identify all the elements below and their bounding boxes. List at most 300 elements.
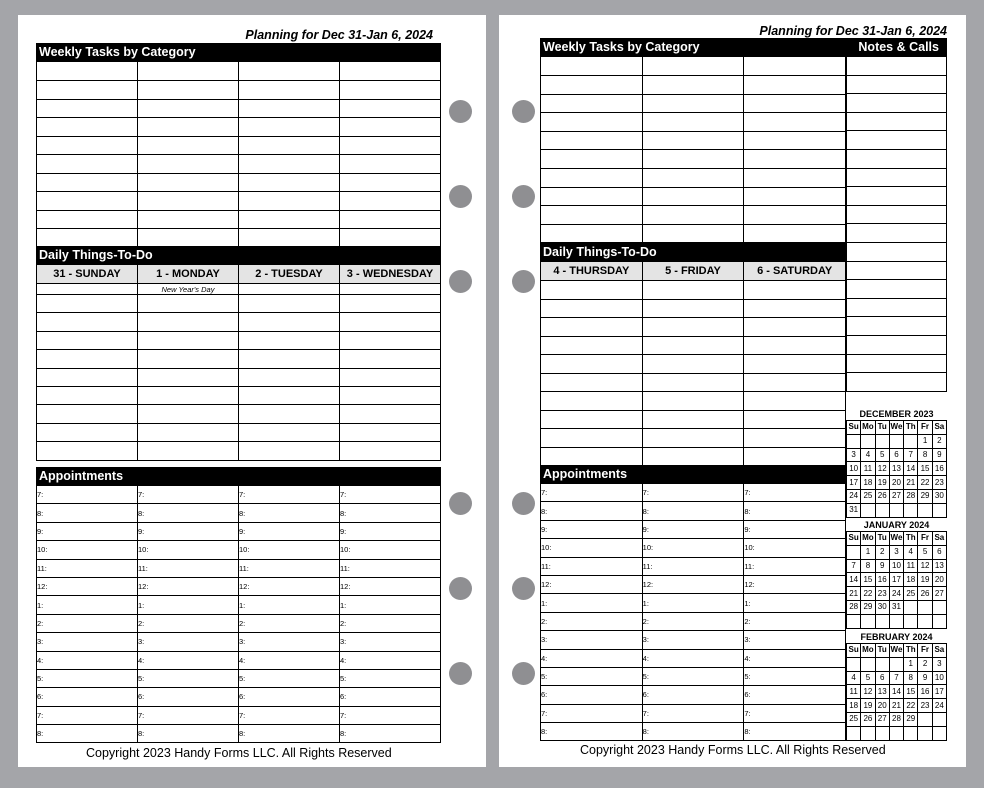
writing-cell[interactable] bbox=[37, 118, 138, 137]
writing-cell[interactable] bbox=[340, 350, 441, 368]
appointment-slot[interactable]: 6: bbox=[340, 688, 441, 706]
appointment-slot[interactable]: 10: bbox=[744, 539, 846, 557]
calendar-week-row bbox=[847, 503, 947, 517]
writing-cell[interactable] bbox=[138, 173, 239, 192]
writing-cell[interactable] bbox=[37, 81, 138, 100]
appointment-slot[interactable]: 1: bbox=[541, 594, 643, 612]
writing-cell[interactable] bbox=[138, 386, 239, 404]
writing-cell[interactable] bbox=[744, 150, 846, 169]
punch-hole-icon bbox=[512, 577, 535, 600]
appointment-slot[interactable]: 8: bbox=[642, 723, 744, 741]
writing-cell[interactable] bbox=[642, 131, 744, 150]
appointment-slot[interactable]: 7: bbox=[340, 706, 441, 724]
calendar-week-row bbox=[847, 671, 947, 685]
writing-cell[interactable] bbox=[37, 405, 138, 423]
writing-cell[interactable] bbox=[37, 155, 138, 174]
writing-cell[interactable] bbox=[744, 131, 846, 150]
writing-cell[interactable] bbox=[239, 173, 340, 192]
writing-cell[interactable] bbox=[138, 368, 239, 386]
appointment-slot[interactable]: 11: bbox=[744, 557, 846, 575]
appointment-slot[interactable]: 9: bbox=[642, 520, 744, 538]
notes-line[interactable] bbox=[847, 224, 947, 243]
writing-cell[interactable] bbox=[744, 336, 846, 355]
writing-cell[interactable] bbox=[340, 423, 441, 441]
writing-cell[interactable] bbox=[239, 192, 340, 211]
writing-cell bbox=[239, 62, 340, 81]
appointment-slot[interactable]: 7: bbox=[37, 486, 138, 504]
appointment-slot[interactable]: 4: bbox=[37, 651, 138, 669]
writing-cell[interactable] bbox=[642, 392, 744, 411]
notes-line[interactable] bbox=[847, 75, 947, 94]
writing-cell[interactable] bbox=[744, 224, 846, 243]
writing-cell[interactable] bbox=[541, 224, 643, 243]
appointment-slot[interactable]: 5: bbox=[340, 669, 441, 687]
calendar-day: 3 bbox=[932, 657, 946, 671]
writing-cell[interactable] bbox=[239, 368, 340, 386]
appointment-slot[interactable]: 11: bbox=[340, 559, 441, 577]
appointment-slot[interactable]: 9: bbox=[138, 522, 239, 540]
appointment-slot[interactable]: 8: bbox=[340, 725, 441, 743]
right-appointments-grid bbox=[540, 483, 846, 741]
writing-cell[interactable] bbox=[642, 187, 744, 206]
writing-cell[interactable] bbox=[138, 210, 239, 229]
calendar-day: 5 bbox=[861, 671, 875, 685]
appointment-slot[interactable]: 10: bbox=[239, 541, 340, 559]
appointment-slot[interactable]: 2: bbox=[340, 614, 441, 632]
writing-cell[interactable] bbox=[340, 295, 441, 313]
writing-cell[interactable] bbox=[541, 392, 643, 411]
appointment-slot[interactable]: 5: bbox=[239, 669, 340, 687]
writing-cell[interactable] bbox=[744, 281, 846, 300]
appointment-slot[interactable]: 6: bbox=[37, 688, 138, 706]
grid-row bbox=[541, 281, 846, 300]
writing-cell[interactable] bbox=[37, 313, 138, 331]
writing-cell[interactable] bbox=[239, 405, 340, 423]
appointment-slot[interactable]: 3: bbox=[744, 631, 846, 649]
appointment-slot[interactable]: 10: bbox=[642, 539, 744, 557]
appointment-slot[interactable]: 10: bbox=[340, 541, 441, 559]
writing-cell[interactable] bbox=[138, 313, 239, 331]
appointment-slot[interactable]: 1: bbox=[37, 596, 138, 614]
writing-cell[interactable] bbox=[37, 295, 138, 313]
appointment-slot[interactable]: 1: bbox=[138, 596, 239, 614]
writing-cell[interactable] bbox=[541, 373, 643, 392]
appointment-slot[interactable]: 4: bbox=[138, 651, 239, 669]
writing-cell[interactable] bbox=[541, 318, 643, 337]
appointment-slot[interactable]: 2: bbox=[642, 612, 744, 630]
writing-cell[interactable] bbox=[239, 350, 340, 368]
writing-cell bbox=[541, 57, 643, 76]
right-page-title: Planning for Dec 31-Jan 6, 2024 bbox=[759, 24, 947, 38]
writing-cell[interactable] bbox=[37, 442, 138, 460]
writing-cell[interactable] bbox=[642, 336, 744, 355]
writing-cell[interactable] bbox=[642, 94, 744, 113]
writing-cell[interactable] bbox=[642, 281, 744, 300]
right-daily-todo-header bbox=[540, 243, 846, 261]
writing-cell[interactable] bbox=[239, 386, 340, 404]
notes-line[interactable] bbox=[847, 373, 947, 392]
appointment-slot[interactable]: 5: bbox=[138, 669, 239, 687]
writing-cell[interactable] bbox=[744, 113, 846, 132]
grid-row bbox=[541, 318, 846, 337]
appointment-slot[interactable]: 5: bbox=[744, 667, 846, 685]
calendar-day bbox=[918, 726, 932, 740]
writing-cell[interactable] bbox=[744, 392, 846, 411]
writing-cell[interactable] bbox=[744, 206, 846, 225]
writing-cell[interactable] bbox=[541, 76, 643, 95]
calendar-day: 27 bbox=[889, 489, 903, 503]
appointment-slot[interactable]: 12: bbox=[642, 575, 744, 593]
writing-cell[interactable] bbox=[138, 350, 239, 368]
writing-cell[interactable] bbox=[340, 210, 441, 229]
grid-row bbox=[541, 76, 846, 95]
appointment-slot[interactable]: 9: bbox=[340, 522, 441, 540]
appointment-slot[interactable]: 8: bbox=[138, 725, 239, 743]
writing-cell[interactable] bbox=[239, 210, 340, 229]
writing-cell[interactable] bbox=[744, 318, 846, 337]
notes-line[interactable] bbox=[847, 57, 947, 76]
notes-line[interactable] bbox=[847, 280, 947, 299]
day-header-row bbox=[541, 262, 846, 281]
calendar-day: 2 bbox=[918, 657, 932, 671]
writing-cell[interactable] bbox=[138, 99, 239, 118]
appointment-slot[interactable]: 4: bbox=[541, 649, 643, 667]
appointment-slot[interactable]: 3: bbox=[340, 633, 441, 651]
writing-cell bbox=[340, 62, 441, 81]
calendar-day: 3 bbox=[847, 448, 861, 462]
writing-cell[interactable] bbox=[340, 118, 441, 137]
calendar-day: 21 bbox=[847, 587, 861, 601]
appointment-slot[interactable]: 8: bbox=[37, 504, 138, 522]
calendar-day bbox=[847, 545, 861, 559]
grid-row bbox=[37, 423, 441, 441]
appointment-slot[interactable]: 8: bbox=[239, 725, 340, 743]
appointment-slot[interactable]: 1: bbox=[744, 594, 846, 612]
calendar-day: 5 bbox=[875, 448, 889, 462]
appointment-slot[interactable]: 11: bbox=[138, 559, 239, 577]
writing-cell[interactable] bbox=[239, 284, 340, 295]
writing-cell[interactable] bbox=[138, 405, 239, 423]
writing-cell[interactable] bbox=[642, 373, 744, 392]
notes-line[interactable] bbox=[847, 94, 947, 113]
writing-cell[interactable] bbox=[642, 429, 744, 448]
appointment-slot[interactable]: 4: bbox=[642, 649, 744, 667]
appointment-slot[interactable]: 12: bbox=[541, 575, 643, 593]
calendar-day: 26 bbox=[875, 489, 889, 503]
writing-cell[interactable] bbox=[642, 150, 744, 169]
calendar-day bbox=[861, 657, 875, 671]
appointment-slot[interactable]: 5: bbox=[642, 667, 744, 685]
writing-cell[interactable] bbox=[138, 295, 239, 313]
writing-cell[interactable] bbox=[744, 447, 846, 466]
appointment-slot[interactable]: 8: bbox=[37, 725, 138, 743]
writing-cell[interactable] bbox=[239, 136, 340, 155]
writing-cell[interactable] bbox=[642, 410, 744, 429]
calendar-day: 13 bbox=[932, 559, 946, 573]
writing-cell[interactable] bbox=[642, 113, 744, 132]
calendar-day bbox=[875, 614, 889, 628]
writing-cell[interactable] bbox=[340, 136, 441, 155]
writing-cell[interactable] bbox=[37, 368, 138, 386]
notes-line[interactable] bbox=[847, 168, 947, 187]
writing-cell[interactable] bbox=[642, 318, 744, 337]
appointment-slot[interactable]: 7: bbox=[642, 704, 744, 722]
writing-cell[interactable] bbox=[541, 447, 643, 466]
appointment-slot[interactable]: 9: bbox=[744, 520, 846, 538]
appointment-slot[interactable]: 7: bbox=[239, 706, 340, 724]
notes-line[interactable] bbox=[847, 354, 947, 373]
writing-cell[interactable] bbox=[642, 206, 744, 225]
writing-cell[interactable] bbox=[239, 442, 340, 460]
notes-line[interactable] bbox=[847, 298, 947, 317]
weekday-label: Su bbox=[847, 421, 861, 435]
writing-cell[interactable] bbox=[541, 429, 643, 448]
writing-cell[interactable] bbox=[37, 173, 138, 192]
appointment-slot[interactable]: 9: bbox=[37, 522, 138, 540]
notes-line[interactable] bbox=[847, 335, 947, 354]
day-header: 1 - MONDAY bbox=[138, 265, 239, 284]
writing-cell[interactable] bbox=[541, 281, 643, 300]
appointment-slot[interactable]: 12: bbox=[138, 577, 239, 595]
writing-cell[interactable] bbox=[138, 423, 239, 441]
writing-cell[interactable] bbox=[37, 350, 138, 368]
appointment-slot[interactable]: 9: bbox=[541, 520, 643, 538]
appointment-slot[interactable]: 7: bbox=[138, 486, 239, 504]
writing-cell[interactable] bbox=[744, 429, 846, 448]
appointment-slot[interactable]: 2: bbox=[37, 614, 138, 632]
appointment-slot[interactable]: 7: bbox=[239, 486, 340, 504]
notes-line[interactable] bbox=[847, 317, 947, 336]
writing-cell[interactable] bbox=[541, 131, 643, 150]
writing-cell[interactable] bbox=[744, 355, 846, 374]
appointment-slot[interactable]: 6: bbox=[541, 686, 643, 704]
writing-cell[interactable] bbox=[239, 313, 340, 331]
appointment-slot[interactable]: 7: bbox=[744, 704, 846, 722]
grid-row bbox=[37, 295, 441, 313]
appointment-slot[interactable]: 4: bbox=[744, 649, 846, 667]
writing-cell[interactable] bbox=[340, 386, 441, 404]
writing-cell[interactable] bbox=[541, 187, 643, 206]
notes-line[interactable] bbox=[847, 149, 947, 168]
writing-cell[interactable] bbox=[239, 81, 340, 100]
appointment-slot[interactable]: 2: bbox=[138, 614, 239, 632]
appointment-slot[interactable]: 8: bbox=[239, 504, 340, 522]
appointment-slot[interactable]: 6: bbox=[239, 688, 340, 706]
appointment-slot[interactable]: 4: bbox=[239, 651, 340, 669]
writing-cell[interactable] bbox=[744, 168, 846, 187]
appointment-slot[interactable]: 1: bbox=[340, 596, 441, 614]
writing-cell[interactable] bbox=[340, 81, 441, 100]
appointment-slot[interactable]: 11: bbox=[541, 557, 643, 575]
weekday-label: We bbox=[889, 532, 903, 546]
writing-cell[interactable] bbox=[37, 284, 138, 295]
writing-cell[interactable] bbox=[340, 173, 441, 192]
writing-cell[interactable] bbox=[541, 113, 643, 132]
writing-cell[interactable] bbox=[340, 331, 441, 349]
notes-line[interactable] bbox=[847, 187, 947, 206]
grid-row bbox=[847, 94, 947, 113]
writing-cell[interactable] bbox=[37, 210, 138, 229]
appointment-slot[interactable]: 10: bbox=[541, 539, 643, 557]
writing-cell[interactable] bbox=[239, 295, 340, 313]
appointment-slot[interactable]: 2: bbox=[541, 612, 643, 630]
writing-cell[interactable] bbox=[37, 229, 138, 248]
punch-hole-icon bbox=[512, 100, 535, 123]
writing-cell[interactable] bbox=[541, 168, 643, 187]
appointment-slot[interactable]: 8: bbox=[744, 723, 846, 741]
writing-cell[interactable] bbox=[340, 99, 441, 118]
writing-cell[interactable] bbox=[239, 118, 340, 137]
writing-cell[interactable] bbox=[642, 447, 744, 466]
writing-cell[interactable] bbox=[37, 192, 138, 211]
appointment-slot[interactable]: 7: bbox=[642, 484, 744, 502]
grid-row bbox=[847, 298, 947, 317]
writing-cell[interactable] bbox=[541, 336, 643, 355]
writing-cell[interactable] bbox=[642, 355, 744, 374]
appointment-slot[interactable]: 8: bbox=[138, 504, 239, 522]
mini-calendar-grid bbox=[846, 531, 947, 629]
writing-cell[interactable] bbox=[340, 368, 441, 386]
writing-cell[interactable] bbox=[541, 355, 643, 374]
appointment-slot[interactable]: 2: bbox=[239, 614, 340, 632]
writing-cell[interactable] bbox=[239, 331, 340, 349]
appointment-slot[interactable]: 11: bbox=[239, 559, 340, 577]
writing-cell[interactable] bbox=[239, 99, 340, 118]
appointment-slot[interactable]: 7: bbox=[340, 486, 441, 504]
writing-cell[interactable] bbox=[138, 229, 239, 248]
appointment-slot[interactable]: 7: bbox=[138, 706, 239, 724]
calendar-day: 30 bbox=[932, 489, 946, 503]
calendar-day: 25 bbox=[847, 712, 861, 726]
grid-row bbox=[541, 336, 846, 355]
writing-cell[interactable] bbox=[138, 81, 239, 100]
writing-cell[interactable] bbox=[37, 386, 138, 404]
appointment-slot[interactable]: 6: bbox=[744, 686, 846, 704]
writing-cell[interactable] bbox=[541, 150, 643, 169]
appointment-slot[interactable]: 8: bbox=[340, 504, 441, 522]
appointment-slot[interactable]: 11: bbox=[37, 559, 138, 577]
appointment-slot[interactable]: 8: bbox=[541, 723, 643, 741]
writing-cell[interactable] bbox=[541, 94, 643, 113]
writing-cell[interactable] bbox=[37, 136, 138, 155]
appointment-slot[interactable]: 5: bbox=[37, 669, 138, 687]
appointment-slot[interactable]: 3: bbox=[239, 633, 340, 651]
appointment-slot[interactable]: 3: bbox=[541, 631, 643, 649]
appointment-slot[interactable]: 12: bbox=[744, 575, 846, 593]
appointment-slot[interactable]: 5: bbox=[541, 667, 643, 685]
writing-cell[interactable] bbox=[340, 313, 441, 331]
writing-cell[interactable] bbox=[642, 76, 744, 95]
left-daily-todo-header bbox=[36, 246, 441, 264]
writing-cell[interactable] bbox=[340, 442, 441, 460]
writing-cell[interactable] bbox=[138, 118, 239, 137]
appointment-slot[interactable]: 3: bbox=[138, 633, 239, 651]
weekday-label: Su bbox=[847, 532, 861, 546]
writing-cell[interactable] bbox=[340, 284, 441, 295]
grid-row bbox=[37, 229, 441, 248]
writing-cell[interactable] bbox=[744, 373, 846, 392]
appointment-slot[interactable]: 2: bbox=[744, 612, 846, 630]
notes-line[interactable] bbox=[847, 205, 947, 224]
calendar-day: 6 bbox=[889, 448, 903, 462]
writing-cell[interactable] bbox=[239, 229, 340, 248]
appointment-slot[interactable]: 7: bbox=[541, 484, 643, 502]
writing-cell[interactable] bbox=[37, 99, 138, 118]
appointment-row bbox=[37, 541, 441, 559]
appointment-slot[interactable]: 10: bbox=[37, 541, 138, 559]
writing-cell[interactable] bbox=[340, 192, 441, 211]
appointment-slot[interactable]: 11: bbox=[642, 557, 744, 575]
appointment-slot[interactable]: 10: bbox=[138, 541, 239, 559]
notes-line[interactable] bbox=[847, 131, 947, 150]
writing-cell bbox=[37, 62, 138, 81]
writing-cell[interactable] bbox=[642, 299, 744, 318]
writing-cell[interactable] bbox=[744, 410, 846, 429]
writing-cell[interactable] bbox=[541, 410, 643, 429]
appointment-slot[interactable]: 8: bbox=[541, 502, 643, 520]
appointment-slot[interactable]: 1: bbox=[239, 596, 340, 614]
notes-line[interactable] bbox=[847, 242, 947, 261]
appointment-slot[interactable]: 8: bbox=[642, 502, 744, 520]
appointment-slot[interactable]: 9: bbox=[239, 522, 340, 540]
writing-cell[interactable] bbox=[642, 168, 744, 187]
writing-cell[interactable] bbox=[340, 229, 441, 248]
writing-cell[interactable] bbox=[138, 442, 239, 460]
appointment-slot[interactable]: 6: bbox=[642, 686, 744, 704]
writing-cell[interactable] bbox=[642, 224, 744, 243]
writing-cell[interactable] bbox=[138, 331, 239, 349]
writing-cell[interactable] bbox=[138, 155, 239, 174]
holiday-note: New Year's Day bbox=[138, 284, 239, 295]
writing-cell[interactable] bbox=[744, 187, 846, 206]
appointment-slot[interactable]: 4: bbox=[340, 651, 441, 669]
notes-line[interactable] bbox=[847, 261, 947, 280]
writing-cell[interactable] bbox=[239, 155, 340, 174]
appointment-slot[interactable]: 12: bbox=[37, 577, 138, 595]
mini-calendar-december bbox=[846, 409, 947, 518]
appointment-slot[interactable]: 8: bbox=[744, 502, 846, 520]
writing-cell[interactable] bbox=[744, 299, 846, 318]
writing-cell[interactable] bbox=[541, 299, 643, 318]
writing-cell[interactable] bbox=[138, 192, 239, 211]
writing-cell[interactable] bbox=[340, 405, 441, 423]
appointment-slot[interactable]: 7: bbox=[541, 704, 643, 722]
writing-cell[interactable] bbox=[340, 155, 441, 174]
writing-cell[interactable] bbox=[744, 94, 846, 113]
calendar-week-row bbox=[847, 434, 947, 448]
appointment-slot[interactable]: 7: bbox=[37, 706, 138, 724]
grid-row bbox=[541, 113, 846, 132]
appointment-slot[interactable]: 12: bbox=[239, 577, 340, 595]
appointment-slot[interactable]: 3: bbox=[642, 631, 744, 649]
appointment-slot[interactable]: 12: bbox=[340, 577, 441, 595]
calendar-day: 28 bbox=[889, 712, 903, 726]
appointment-slot[interactable]: 3: bbox=[37, 633, 138, 651]
appointment-slot[interactable]: 6: bbox=[138, 688, 239, 706]
calendar-day: 17 bbox=[932, 685, 946, 699]
appointment-slot[interactable]: 7: bbox=[744, 484, 846, 502]
appointment-slot[interactable]: 1: bbox=[642, 594, 744, 612]
appointment-row bbox=[541, 631, 846, 649]
notes-line[interactable] bbox=[847, 112, 947, 131]
writing-cell[interactable] bbox=[744, 76, 846, 95]
writing-cell[interactable] bbox=[138, 136, 239, 155]
writing-cell[interactable] bbox=[37, 423, 138, 441]
writing-cell[interactable] bbox=[37, 331, 138, 349]
writing-cell[interactable] bbox=[239, 423, 340, 441]
writing-cell[interactable] bbox=[541, 206, 643, 225]
calendar-day: 16 bbox=[932, 462, 946, 476]
